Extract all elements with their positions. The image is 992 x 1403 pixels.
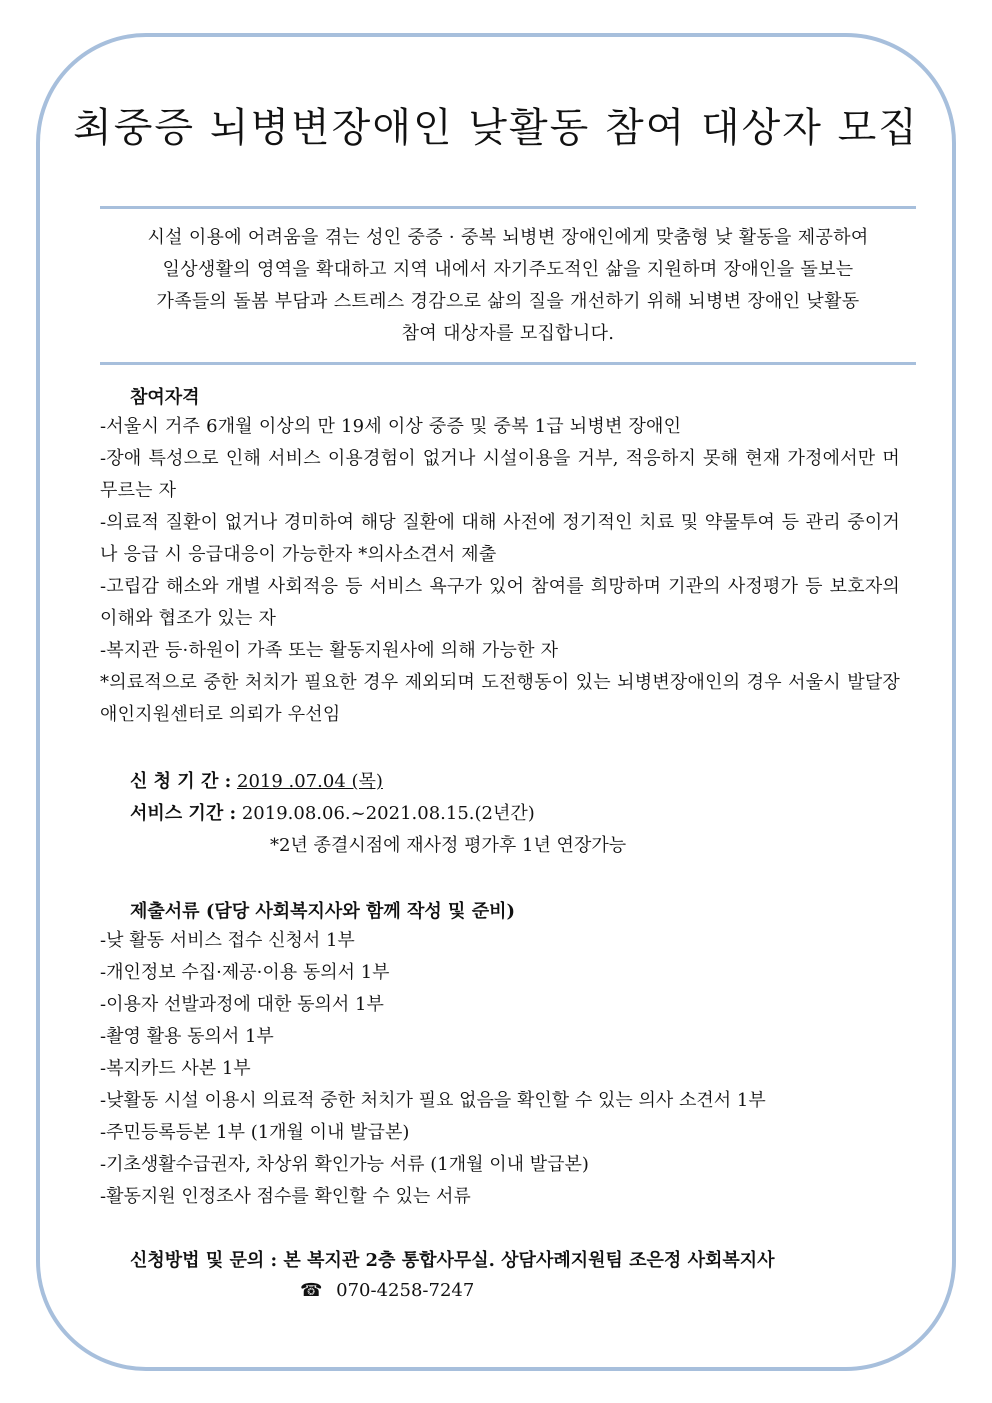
- eligibility-item: -고립감 해소와 개별 사회적응 등 서비스 욕구가 있어 참여를 희망하며 기관의 사정평가 등 보호자의 이해와 협조가 있는 자: [100, 576, 900, 629]
- intro-line: 일상생활의 영역을 확대하고 지역 내에서 자기주도적인 삶을 지원하며 장애인을 돌보는: [162, 259, 854, 280]
- document-item: -복지카드 사본 1부: [100, 1058, 251, 1079]
- application-period-value: 2019 .07.04 (목): [237, 771, 383, 792]
- phone-number: 070-4258-7247: [336, 1280, 475, 1301]
- eligibility-list: [100, 411, 900, 731]
- eligibility-item: -의료적 질환이 없거나 경미하여 해당 질환에 대해 사전에 정기적인 치료 및 약물투여 등 관리 중이거나 응급 시 응급대응이 가능한자 *의사소견서 제출: [100, 512, 900, 565]
- contact-info: 신청방법 및 문의 : 본 복지관 2층 통합사무실. 상담사례지원팀 조은정 사회복지사: [130, 1250, 775, 1271]
- service-period-value: 2019.08.06.~2021.08.15.(2년간): [241, 803, 535, 824]
- eligibility-item: -장애 특성으로 인해 서비스 이용경험이 없거나 시설이용을 거부, 적응하지 못해 현재 가정에서만 머무르는 자: [100, 448, 900, 501]
- documents-list: [100, 925, 766, 1213]
- documents-heading: 제출서류 (담당 사회복지사와 함께 작성 및 준비): [130, 901, 516, 922]
- service-period: [130, 799, 535, 825]
- intro-paragraph: [100, 222, 916, 350]
- intro-line: 가족들의 돌봄 부담과 스트레스 경감으로 삶의 질을 개선하기 위해 뇌병변 장애인 낮활동: [156, 291, 860, 312]
- application-period: [130, 767, 383, 793]
- document-item: -기초생활수급권자, 차상위 확인가능 서류 (1개월 이내 발급본): [100, 1154, 589, 1175]
- telephone-icon: ☎: [300, 1280, 323, 1301]
- intro-line: 시설 이용에 어려움을 겪는 성인 중증 · 중복 뇌병변 장애인에게 맞춤형 낮 활동을 제공하여: [147, 227, 869, 248]
- intro-bottom-rule: [100, 362, 916, 365]
- intro-top-rule: [100, 206, 916, 209]
- eligibility-item: *의료적으로 중한 처치가 필요한 경우 제외되며 도전행동이 있는 뇌병변장애인의 경우 서울시 발달장애인지원센터로 의뢰가 우선임: [100, 672, 900, 725]
- eligibility-item: -서울시 거주 6개월 이상의 만 19세 이상 중증 및 중복 1급 뇌병변 장애인: [100, 416, 682, 437]
- document-item: -주민등록등본 1부 (1개월 이내 발급본): [100, 1122, 410, 1143]
- application-period-label: 신 청 기 간 :: [130, 771, 232, 792]
- document-item: -촬영 활용 동의서 1부: [100, 1026, 274, 1047]
- page-title: 최중증 뇌병변장애인 낮활동 참여 대상자 모집: [73, 105, 919, 151]
- contact-phone: [300, 1280, 474, 1301]
- service-period-label: 서비스 기간 :: [130, 803, 237, 824]
- service-period-note: *2년 종결시점에 재사정 평가후 1년 연장가능: [270, 835, 627, 856]
- eligibility-item: -복지관 등·하원이 가족 또는 활동지원사에 의해 가능한 자: [100, 640, 559, 661]
- eligibility-heading: 참여자격: [130, 387, 200, 408]
- document-item: -개인정보 수집·제공·이용 동의서 1부: [100, 962, 390, 983]
- document-item: -낮활동 시설 이용시 의료적 중한 처치가 필요 없음을 확인할 수 있는 의사 소견서 1부: [100, 1090, 766, 1111]
- document-item: -낮 활동 서비스 접수 신청서 1부: [100, 930, 355, 951]
- document-item: -활동지원 인정조사 점수를 확인할 수 있는 서류: [100, 1186, 471, 1207]
- intro-line: 참여 대상자를 모집합니다.: [401, 323, 615, 344]
- document-item: -이용자 선발과정에 대한 동의서 1부: [100, 994, 384, 1015]
